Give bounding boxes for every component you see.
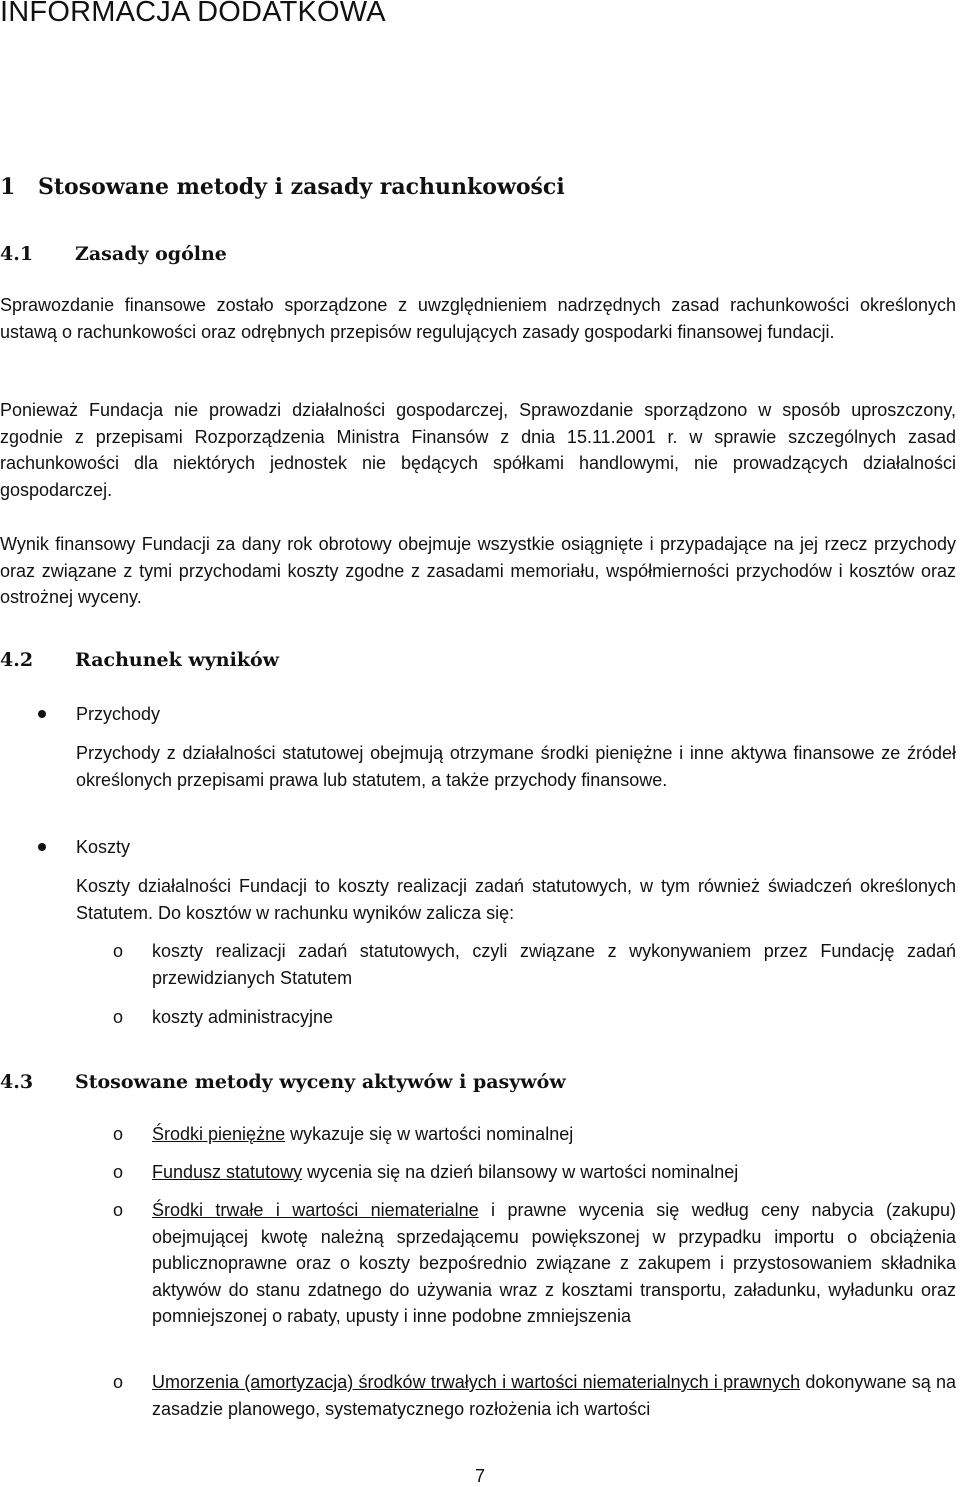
underlined-term: Umorzenia (amortyzacja) środków trwałych i wartości niematerialnych i prawnych (152, 1372, 801, 1392)
list-item-text (152, 1197, 956, 1330)
paragraph: Wynik finansowy Fundacji za dany rok obrotowy obejmuje wszystkie osiągnięte i przypadające na jej rzecz przychody oraz związane z tymi przychodami koszty zgodne z zasadami memoriału, współmierności przychodów i kosztów oraz ostrożnej wyceny. (0, 534, 956, 607)
list-marker: o (113, 1162, 124, 1182)
underlined-term: Fundusz statutowy (152, 1162, 303, 1182)
list-marker: o (113, 1124, 124, 1144)
paragraph: Ponieważ Fundacja nie prowadzi działalności gospodarczej, Sprawozdanie sporządzono w sposób uproszczony, zgodnie z przepisami Rozporządzenia Ministra Finansów z dnia 15.11.2001 r. w sprawie szczególnych zasad rachunkowości dla niektórych jednostek nie będących spółkami handlowymi, nie prowadzących działalności gospodarczej. (0, 400, 956, 500)
underlined-term: Środki pieniężne (152, 1124, 286, 1144)
section-number: 4.3 (0, 1071, 34, 1093)
list-item-text (152, 1369, 956, 1422)
item-text: wykazuje się w wartości nominalnej (285, 1124, 574, 1144)
list-item-text (152, 1121, 956, 1148)
section-title: Zasady ogólne (75, 243, 227, 265)
section-title: Stosowane metody wyceny aktywów i pasywów (75, 1071, 566, 1093)
list-marker: o (113, 1007, 124, 1027)
list-marker: o (113, 941, 124, 961)
bullet-description: Koszty działalności Fundacji to koszty realizacji zadań statutowych, w tym również świadczeń określonych Statutem. Do kosztów w rachunku wyników zalicza się: (76, 876, 956, 923)
section-number: 1 (0, 174, 16, 200)
item-text: dokonywane są na zasadzie planowego, systematycznego rozłożenia ich wartości (152, 1372, 956, 1419)
section-title: Rachunek wyników (75, 649, 280, 671)
underlined-term: Środki trwałe i wartości niematerialne (152, 1200, 479, 1220)
bullet-label: Przychody (76, 704, 161, 724)
list-marker: o (113, 1200, 124, 1220)
document-title: INFORMACJA DODATKOWA (0, 0, 386, 28)
list-item-text: koszty realizacji zadań statutowych, czyli związane z wykonywaniem przez Fundację zadań przewidzianych Statutem (152, 941, 956, 988)
bullet-label: Koszty (76, 837, 131, 857)
section-title: Stosowane metody i zasady rachunkowości (38, 174, 565, 200)
paragraph: Sprawozdanie finansowe zostało sporządzone z uwzględnieniem nadrzędnych zasad rachunkowości określonych ustawą o rachunkowości oraz odrębnych przepisów regulujących zasady gospodarki finansowej fundacji. (0, 295, 956, 342)
section-heading-4-1 (0, 243, 227, 265)
section-heading-4-3 (0, 1071, 566, 1093)
section-heading-1 (0, 174, 565, 200)
list-item-text: koszty administracyjne (152, 1007, 334, 1027)
list-item-text (152, 1159, 956, 1186)
section-number: 4.1 (0, 243, 34, 265)
bullet-icon (38, 710, 46, 718)
item-text: wycenia się na dzień bilansowy w wartości nominalnej (302, 1162, 739, 1182)
page-number: 7 (474, 1466, 485, 1486)
bullet-description: Przychody z działalności statutowej obejmują otrzymane środki pieniężne i inne aktywa finansowe ze źródeł określonych przepisami prawa lub statutem, a także przychody finansowe. (76, 743, 956, 790)
list-marker: o (113, 1372, 124, 1392)
section-number: 4.2 (0, 649, 34, 671)
bullet-icon (38, 843, 46, 851)
item-text: i prawne wycenia się według ceny nabycia (zakupu) obejmującej kwotę należną sprzedającemu powiększonej w przypadku importu o obciążenia publicznoprawne oraz o koszty bezpośrednio związane z zakupem i przystosowaniem składnika aktywów do stanu zdatnego do używania wraz z kosztami transportu, załadunku, wyładunku oraz pomniejszonej o rabaty, upusty i inne podobne zmniejszenia (152, 1200, 956, 1326)
section-heading-4-2 (0, 649, 279, 671)
